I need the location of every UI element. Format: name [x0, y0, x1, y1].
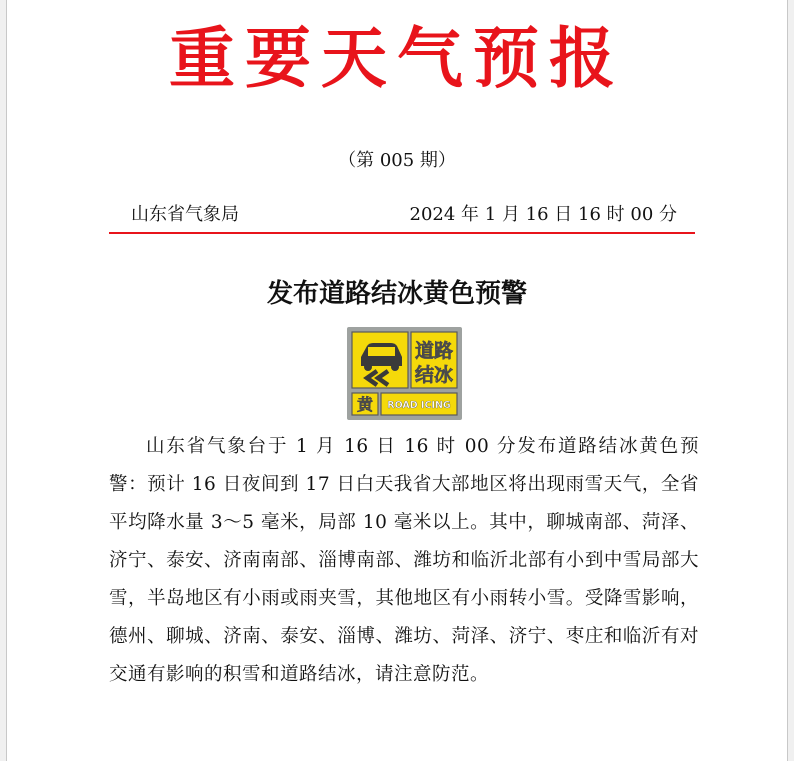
document-page: [6, 0, 788, 761]
header-row: [109, 200, 695, 230]
issue-datetime: 2024 年 1 月 16 日 16 时 00 分: [409, 204, 677, 225]
warning-headline: 发布道路结冰黄色预警: [266, 279, 527, 309]
road-icing-yellow-warning-icon: [347, 327, 462, 420]
signal-english-text: ROAD ICING: [387, 400, 451, 411]
issuer-name: 山东省气象局: [131, 204, 239, 225]
warning-body-paragraph: 山东省气象台于 1 月 16 日 16 时 00 分发布道路结冰黄色预警：预计 16 日夜间到 17 日白天我省大部地区将出现雨雪天气，全省平均降水量 3～5 毫米，局部 10 毫米以上。其中，聊城南部、菏泽、济宁、泰安、济南南部、淄博南部、潍坊和临沂北部有小到中雪局部大雪，半岛地区有小雨或雨夹雪，其他地区有小雨转小雪。受降雪影响，德州、聊城、济南、泰安、淄博、潍坊、菏泽、济宁、枣庄和临沂有对交通有影响的积雪和道路结冰，请注意防范。: [109, 436, 699, 685]
signal-bottom-text: 结冰: [414, 364, 454, 386]
signal-top-text: 道路: [414, 340, 454, 362]
issue-number: （第 005 期）: [338, 150, 456, 171]
banner-title: 重要天气预报: [169, 20, 625, 97]
signal-level-text: 黄: [356, 395, 374, 414]
red-divider: [109, 232, 695, 234]
